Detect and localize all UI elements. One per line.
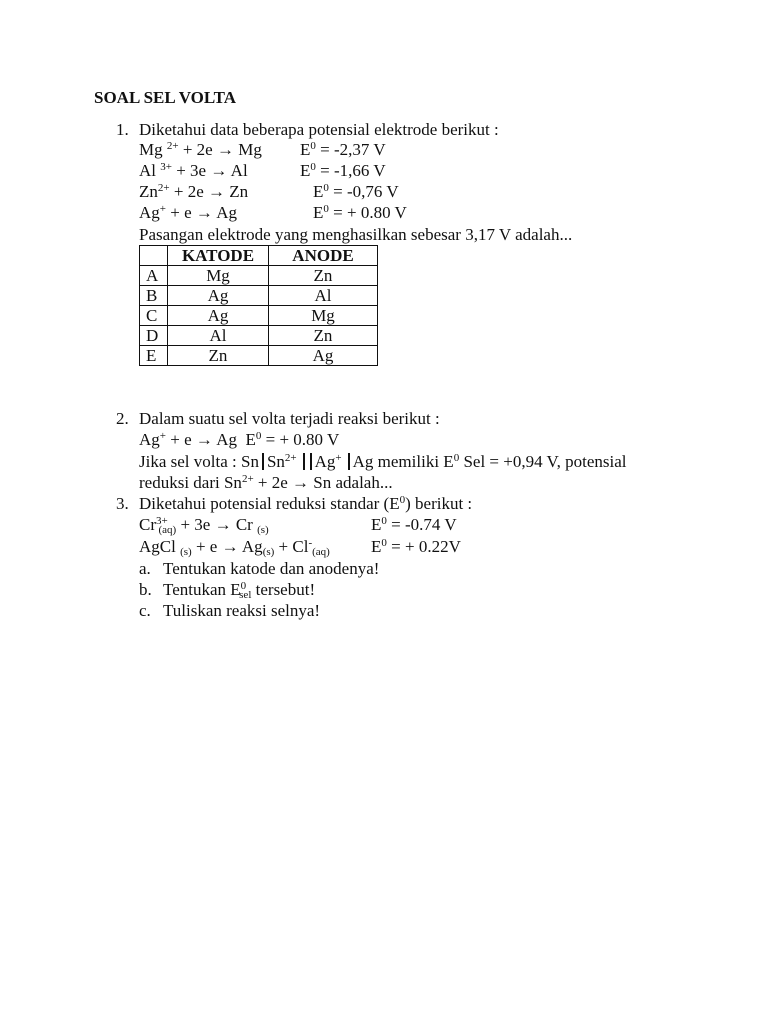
q3-sub-item-c: Tuliskan reaksi selnya! <box>163 601 321 620</box>
q3-sub-letter-b: b. <box>139 580 152 599</box>
table-header-anode: ANODE <box>269 246 378 266</box>
phase-boundary <box>348 453 350 470</box>
option-katode: Zn <box>168 346 269 366</box>
q1-reaction-al: Al $^{3+}$ + 3e → Al <box>139 161 248 180</box>
option-anode: Ag <box>269 346 378 366</box>
table-row <box>140 346 378 366</box>
option-katode: Al <box>168 326 269 346</box>
document-title: SOAL SEL VOLTA <box>94 88 237 107</box>
q1-potential-mg: $E^0 = -2,37$ V <box>300 140 386 159</box>
option-letter: A <box>140 266 168 286</box>
q1-reaction-zn: $Zn^{2+} + 2e \to Zn$ <box>139 182 249 201</box>
option-letter: B <box>140 286 168 306</box>
salt-bridge-left <box>303 453 305 470</box>
table-row <box>140 266 378 286</box>
q1-reaction-mg: Mg $^{2+}$ + 2e → Mg <box>139 140 262 159</box>
table-header-blank <box>140 246 168 266</box>
q1-number: 1. <box>116 120 129 139</box>
phase-boundary <box>262 453 264 470</box>
option-letter: E <box>140 346 168 366</box>
q1-reaction-ag: Ag+ + e → Ag <box>139 203 237 222</box>
option-anode: Zn <box>269 326 378 346</box>
table-header-katode: KATODE <box>168 246 269 266</box>
q1-question: Pasangan elektrode yang menghasilkan sebesar 3,17 V adalah... <box>139 225 573 244</box>
salt-bridge-right <box>310 453 312 470</box>
q2-question: reduksi dari $Sn^{2+} + 2e \to Sn$ adalah... <box>139 473 393 492</box>
option-anode: Mg <box>269 306 378 326</box>
q1-intro: Diketahui data beberapa potensial elektrode berikut : <box>139 120 499 139</box>
q2-reaction: Ag+ + e → Ag $E^0$ = + 0.80 V <box>139 430 340 449</box>
q3-sub-letter-a: a. <box>139 559 151 578</box>
table-header-row <box>140 246 378 266</box>
q3-potential-cr: $E^0 = -0.74$ V <box>371 515 457 534</box>
q2-number: 2. <box>116 409 129 428</box>
q1-potential-ag: $E^0$ = + 0.80 V <box>313 203 407 222</box>
q3-potential-agcl: $E^0$ = + 0.22V <box>371 537 461 556</box>
q3-sub-item-b: Tentukan $E^0_{sel}$ tersebut! <box>163 580 316 601</box>
q1-potential-al: $E^0 = -1,66$ V <box>300 161 386 180</box>
q3-sub-item-a: Tentukan katode dan anodenya! <box>163 559 380 578</box>
option-katode: Mg <box>168 266 269 286</box>
q1-potential-zn: $E^0 = -0,76$ V <box>313 182 399 201</box>
option-katode: Ag <box>168 286 269 306</box>
answer-options-table <box>139 245 378 366</box>
q3-sub-letter-c: c. <box>139 601 151 620</box>
option-anode: Al <box>269 286 378 306</box>
table-row <box>140 326 378 346</box>
q2-cell-notation: Jika sel volta : Sn $Sn^{2+}$ Ag+ Ag memiliki $E^0$ Sel = +0,94 V, potensial <box>139 452 627 471</box>
q3-number: 3. <box>116 494 129 513</box>
q2-intro: Dalam suatu sel volta terjadi reaksi berikut : <box>139 409 440 428</box>
option-letter: C <box>140 306 168 326</box>
table-row <box>140 286 378 306</box>
q3-reaction-agcl: AgCl $_{(s)} + e \to Ag_{(s)} + Cl^-_{(aq)}$ <box>139 537 330 558</box>
option-anode: Zn <box>269 266 378 286</box>
option-letter: D <box>140 326 168 346</box>
q3-intro: Diketahui potensial reduksi standar $(E^0)$ berikut : <box>139 494 473 513</box>
table-row <box>140 306 378 326</box>
q3-reaction-cr: $Cr^{3+}$ $_{(aq)}$ + 3e → Cr $_{(s)}$ <box>139 515 269 536</box>
option-katode: Ag <box>168 306 269 326</box>
